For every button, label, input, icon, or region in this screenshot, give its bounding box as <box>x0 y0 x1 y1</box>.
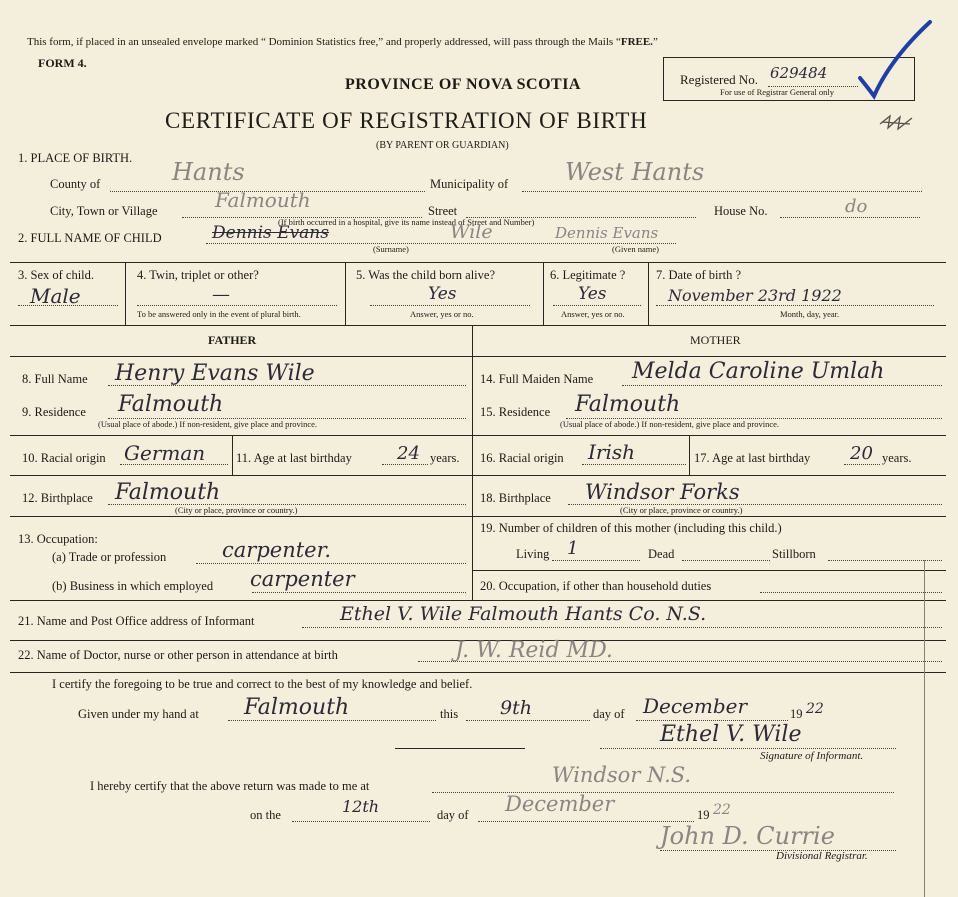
living-label: Living <box>516 547 550 561</box>
child-struck-name: Dennis Evans <box>212 223 329 243</box>
children-count-label: 19. Number of children of this mother (including this child.) <box>480 521 782 535</box>
mail-notice-prefix: This form, if placed in an unsealed envelope marked “ Dominion Statistics free,” and properly addressed, will pass through the Mails “ <box>27 36 621 48</box>
mother-birthplace-note: (City or place, province or country.) <box>620 505 743 515</box>
mother-residence-value: Falmouth <box>575 392 681 417</box>
mother-occupation-label: 20. Occupation, if other than household duties <box>480 579 712 593</box>
father-birthplace-value: Falmouth <box>115 480 221 505</box>
paper-edge <box>924 560 925 897</box>
registered-label: Registered No. <box>680 72 758 87</box>
province-heading: PROVINCE OF NOVA SCOTIA <box>345 76 581 93</box>
business-label: (b) Business in which employed <box>52 579 214 593</box>
given-day-of-label: day of <box>593 707 625 721</box>
mother-birthplace-value: Windsor Forks <box>585 480 740 504</box>
scribble-mark-icon <box>878 112 916 132</box>
given-place: Falmouth <box>244 695 350 720</box>
living-value: 1 <box>567 538 579 559</box>
father-birthplace-label: 12. Birthplace <box>22 491 93 505</box>
check-mark-icon <box>846 18 936 108</box>
mother-residence-note: (Usual place of abode.) If non-resident, give place and province. <box>560 419 780 429</box>
registrar-day-of-label: day of <box>437 808 469 822</box>
born-alive-note: Answer, yes or no. <box>410 309 474 319</box>
mother-name-value: Melda Caroline Umlah <box>632 359 885 384</box>
city-label: City, Town or Village <box>50 204 158 218</box>
father-name-label: 8. Full Name <box>22 372 88 386</box>
registered-number: 629484 <box>770 64 828 82</box>
place-of-birth-heading: 1. PLACE OF BIRTH. <box>18 151 133 165</box>
stillborn-label: Stillborn <box>772 547 816 561</box>
street-label: Street <box>428 204 458 218</box>
informant-value: Ethel V. Wile Falmouth Hants Co. N.S. <box>340 603 707 625</box>
sex-label: 3. Sex of child. <box>18 268 95 282</box>
certificate-subtitle: (BY PARENT OR GUARDIAN) <box>376 140 509 151</box>
dead-label: Dead <box>648 547 675 561</box>
registered-note: For use of Registrar General only <box>720 87 835 97</box>
registrar-year-prefix: 19 <box>697 808 710 822</box>
given-this-label: this <box>440 707 459 721</box>
informant-signature: Ethel V. Wile <box>660 722 802 747</box>
county-value: Hants <box>172 158 245 186</box>
mother-name-label: 14. Full Maiden Name <box>480 372 594 386</box>
mail-notice-free: FREE. <box>620 36 653 48</box>
dob-note: Month, day, year. <box>780 309 840 319</box>
twin-note: To be answered only in the event of plural birth. <box>137 309 301 319</box>
mother-residence-label: 15. Residence <box>480 405 551 419</box>
municipality-label: Municipality of <box>430 177 509 191</box>
registrar-day: 12th <box>342 797 380 816</box>
mother-birthplace-label: 18. Birthplace <box>480 491 551 505</box>
mail-notice <box>27 36 658 48</box>
legitimate-note: Answer, yes or no. <box>561 309 625 319</box>
doctor-value: J. W. Reid MD. <box>455 638 613 663</box>
mother-age-value: 20 <box>850 443 873 464</box>
business-value: carpenter <box>250 567 355 591</box>
hospital-note: (If birth occurred in a hospital, give its name instead of Street and Number) <box>278 217 535 227</box>
mother-heading: MOTHER <box>690 333 741 347</box>
father-racial-label: 10. Racial origin <box>22 451 106 465</box>
trade-value: carpenter. <box>222 538 331 562</box>
given-day: 9th <box>500 697 532 719</box>
registrar-place: Windsor N.S. <box>552 763 692 787</box>
legitimate-value: Yes <box>578 284 607 304</box>
informant-label: 21. Name and Post Office address of Informant <box>18 614 255 628</box>
child-name-label: 2. FULL NAME OF CHILD <box>18 231 162 245</box>
informant-signature-caption: Signature of Informant. <box>760 750 864 762</box>
father-racial-value: German <box>124 441 206 465</box>
dob-value: November 23rd 1922 <box>668 286 842 305</box>
surname-caption: (Surname) <box>373 244 409 254</box>
county-label: County of <box>50 177 101 191</box>
house-value: do <box>845 196 868 217</box>
doctor-label: 22. Name of Doctor, nurse or other person in attendance at birth <box>18 648 338 662</box>
registrar-year: 22 <box>713 802 731 818</box>
father-name-value: Henry Evans Wile <box>115 361 315 386</box>
sex-value: Male <box>30 284 81 308</box>
mother-age-label: 17. Age at last birthday <box>694 451 811 465</box>
father-residence-label: 9. Residence <box>22 405 86 419</box>
father-residence-value: Falmouth <box>118 392 224 417</box>
given-year: 22 <box>806 701 824 717</box>
child-surname: Wile <box>450 221 493 243</box>
father-years-label: years. <box>430 451 460 465</box>
twin-label: 4. Twin, triplet or other? <box>137 268 259 282</box>
registrar-caption: Divisional Registrar. <box>776 850 868 862</box>
father-birthplace-note: (City or place, province or country.) <box>175 505 298 515</box>
mail-notice-suffix: ” <box>652 36 658 48</box>
certify-statement: I certify the foregoing to be true and correct to the best of my knowledge and belief. <box>52 677 473 691</box>
registrar-statement: I hereby certify that the above return was made to me at <box>90 779 370 793</box>
occupation-label: 13. Occupation: <box>18 532 98 546</box>
given-year-prefix: 19 <box>790 707 803 721</box>
mother-racial-value: Irish <box>588 440 636 464</box>
given-label: Given under my hand at <box>78 707 199 721</box>
father-age-label: 11. Age at last birthday <box>236 451 352 465</box>
child-given-name: Dennis Evans <box>555 224 659 242</box>
trade-label: (a) Trade or profession <box>52 550 167 564</box>
twin-value: — <box>212 284 230 305</box>
registrar-on-the-label: on the <box>250 808 281 822</box>
mother-years-label: years. <box>882 451 912 465</box>
born-alive-value: Yes <box>428 284 457 304</box>
father-residence-note: (Usual place of abode.) If non-resident, give place and province. <box>98 419 318 429</box>
legitimate-label: 6. Legitimate ? <box>550 268 626 282</box>
born-alive-label: 5. Was the child born alive? <box>356 268 496 282</box>
form-number: FORM 4. <box>38 56 87 70</box>
father-age-value: 24 <box>397 443 420 464</box>
registrar-signature: John D. Currie <box>660 822 835 850</box>
city-value: Falmouth <box>215 188 311 212</box>
given-caption: (Given name) <box>612 244 659 254</box>
given-month: December <box>643 694 748 718</box>
municipality-value: West Hants <box>565 158 705 186</box>
mother-racial-label: 16. Racial origin <box>480 451 564 465</box>
house-label: House No. <box>714 204 768 218</box>
dob-label: 7. Date of birth ? <box>656 268 742 282</box>
certificate-title: CERTIFICATE OF REGISTRATION OF BIRTH <box>165 108 648 133</box>
father-heading: FATHER <box>208 333 257 347</box>
registrar-month: December <box>505 792 615 816</box>
